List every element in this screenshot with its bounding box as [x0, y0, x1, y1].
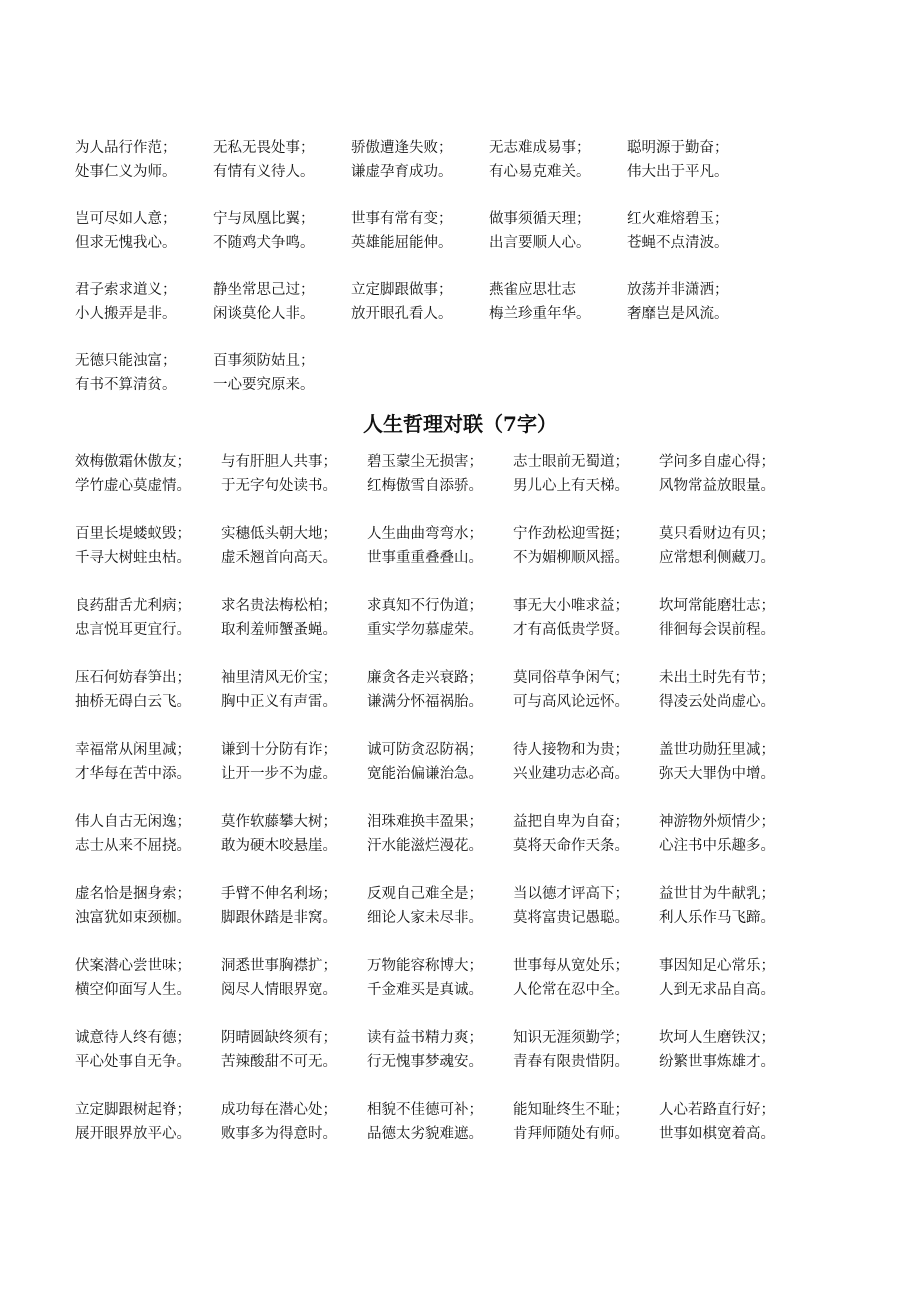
couplet [659, 1026, 805, 1098]
couplet-lower-line: 但求无愧我心。 [75, 235, 177, 251]
couplet-lower-line: 行无愧事梦魂安。 [367, 1054, 483, 1070]
couplet-upper-line: 洞悉世事胸襟扩； [221, 958, 337, 974]
couplet-lower-line: 人到无求品自高。 [659, 982, 775, 998]
couplet-lower-line: 虚禾翘首向高天。 [221, 550, 337, 566]
couplet [659, 810, 805, 882]
couplet [659, 882, 805, 954]
couplet [75, 207, 213, 278]
couplet [513, 522, 659, 594]
couplet [659, 594, 805, 666]
couplet-lower-line: 敢为硬木咬悬崖。 [221, 838, 337, 854]
couplet-upper-line: 无德只能浊富； [75, 353, 177, 369]
couplet-upper-line: 岂可尽如人意； [75, 211, 177, 227]
couplet [513, 1098, 659, 1170]
couplet-lower-line: 世事重重叠叠山。 [367, 550, 483, 566]
couplet-upper-line: 坎坷人生磨铁汉； [659, 1030, 775, 1046]
couplet-upper-line: 无私无畏处事； [213, 140, 315, 156]
couplet-upper-line: 当以德才评高下； [513, 886, 629, 902]
couplet-upper-line: 骄傲遭逢失败； [351, 140, 453, 156]
couplet-lower-line: 小人搬弄是非。 [75, 306, 177, 322]
couplet-lower-line: 伟大出于平凡。 [627, 164, 729, 180]
couplet-upper-line: 益世甘为牛献乳； [659, 886, 775, 902]
couplet [513, 666, 659, 738]
couplet-upper-line: 求名贵法梅松柏； [221, 598, 337, 614]
couplet-lower-line: 苦辣酸甜不可无。 [221, 1054, 337, 1070]
couplet [221, 666, 367, 738]
couplet-upper-line: 静坐常思己过； [213, 282, 315, 298]
couplet-row [75, 1026, 835, 1098]
couplet-lower-line: 才有高低贵学贤。 [513, 622, 629, 638]
couplet [367, 1026, 513, 1098]
couplet [367, 810, 513, 882]
couplet [75, 1098, 221, 1170]
couplet-upper-line: 燕雀应思壮志 [489, 282, 576, 298]
couplet-lower-line: 不为媚柳顺风摇。 [513, 550, 629, 566]
couplet-lower-line: 奢靡岂是风流。 [627, 306, 729, 322]
couplet-lower-line: 放开眼孔看人。 [351, 306, 453, 322]
couplet-upper-line: 成功每在潜心处； [221, 1102, 337, 1118]
couplet [367, 882, 513, 954]
couplet-lower-line: 利人乐作马飞蹄。 [659, 910, 775, 926]
couplet [659, 738, 805, 810]
couplet [221, 882, 367, 954]
couplet-row [75, 882, 835, 954]
couplet-upper-line: 知识无涯须勤学； [513, 1030, 629, 1046]
couplet-lower-line: 梅兰珍重年华。 [489, 306, 591, 322]
couplet [221, 738, 367, 810]
couplet-lower-line: 让开一步不为虚。 [221, 766, 337, 782]
couplet-lower-line: 阅尽人情眼界宽。 [221, 982, 337, 998]
couplet [513, 882, 659, 954]
couplet-lower-line: 千金难买是真诚。 [367, 982, 483, 998]
couplet-row [75, 666, 835, 738]
couplet-upper-line: 反观自己难全是； [367, 886, 483, 902]
couplet-upper-line: 待人接物和为贵； [513, 742, 629, 758]
couplet-upper-line: 人生曲曲弯弯水； [367, 526, 483, 542]
couplet [513, 1026, 659, 1098]
couplet-upper-line: 世事有常有变； [351, 211, 453, 227]
couplet [659, 666, 805, 738]
couplet [75, 522, 221, 594]
couplet [75, 594, 221, 666]
couplet [213, 278, 351, 349]
couplet [513, 954, 659, 1026]
couplet [351, 136, 489, 207]
couplet-upper-line: 伏案潜心尝世味； [75, 958, 191, 974]
couplet-lower-line: 胸中正义有声雷。 [221, 694, 337, 710]
couplet-upper-line: 志士眼前无蜀道； [513, 454, 629, 470]
couplet-lower-line: 取利羞师蟹蚤蝇。 [221, 622, 337, 638]
couplet [367, 738, 513, 810]
couplet [627, 278, 765, 349]
couplet [627, 136, 765, 207]
couplet-lower-line: 才华每在苦中添。 [75, 766, 191, 782]
couplet-upper-line: 莫作软藤攀大树； [221, 814, 337, 830]
couplet-upper-line: 放荡并非潇洒； [627, 282, 729, 298]
couplet-lower-line: 不随鸡犬争鸣。 [213, 235, 315, 251]
couplet-lower-line: 重实学勿慕虚荣。 [367, 622, 483, 638]
couplet-lower-line: 细论人家未尽非。 [367, 910, 483, 926]
couplet-lower-line: 苍蝇不点清波。 [627, 235, 729, 251]
couplet-upper-line: 宁与凤凰比翼； [213, 211, 315, 227]
couplet-lower-line: 出言要顺人心。 [489, 235, 591, 251]
couplet-row [75, 450, 835, 522]
couplet-upper-line: 人心若路直行好； [659, 1102, 775, 1118]
couplet-upper-line: 效梅傲霜休傲友； [75, 454, 191, 470]
couplet-upper-line: 相貌不佳德可补； [367, 1102, 483, 1118]
couplet-upper-line: 宁作劲松迎雪挺； [513, 526, 629, 542]
couplet-row [75, 278, 795, 349]
couplet [75, 450, 221, 522]
couplet-lower-line: 一心要究原来。 [213, 377, 315, 393]
couplet-upper-line: 世事每从宽处乐； [513, 958, 629, 974]
couplet [659, 522, 805, 594]
couplet [513, 450, 659, 522]
couplet [513, 738, 659, 810]
couplet-row [75, 810, 835, 882]
couplet-lower-line: 脚跟休踏是非窝。 [221, 910, 337, 926]
couplet-lower-line: 处事仁义为师。 [75, 164, 177, 180]
couplet [367, 954, 513, 1026]
couplet-lower-line: 展开眼界放平心。 [75, 1126, 191, 1142]
couplet-lower-line: 平心处事自无争。 [75, 1054, 191, 1070]
couplet [659, 1098, 805, 1170]
couplet [513, 810, 659, 882]
couplet-lower-line: 败事多为得意时。 [221, 1126, 337, 1142]
couplet-upper-line: 万物能容称博大； [367, 958, 483, 974]
couplet-upper-line: 盖世功勋狂里减； [659, 742, 775, 758]
couplet-row [75, 522, 835, 594]
couplet-lower-line: 青春有限贵惜阴。 [513, 1054, 629, 1070]
couplet-upper-line: 君子索求道义； [75, 282, 177, 298]
couplet-upper-line: 手臂不伸名利场； [221, 886, 337, 902]
couplet-lower-line: 英雄能屈能伸。 [351, 235, 453, 251]
couplet [75, 278, 213, 349]
couplet-upper-line: 实穗低头朝大地； [221, 526, 337, 542]
couplet [75, 666, 221, 738]
couplet-upper-line: 莫只看财边有贝； [659, 526, 775, 542]
couplet [367, 1098, 513, 1170]
couplet-upper-line: 未出土时先有节； [659, 670, 775, 686]
couplet-upper-line: 压石何妨春笋出； [75, 670, 191, 686]
couplet-lower-line: 莫将天命作天条。 [513, 838, 629, 854]
couplet [75, 810, 221, 882]
couplet-upper-line: 袖里清风无价宝； [221, 670, 337, 686]
couplet [367, 522, 513, 594]
couplet-upper-line: 谦到十分防有诈； [221, 742, 337, 758]
couplet-lower-line: 千寻大树蛀虫枯。 [75, 550, 191, 566]
couplet-lower-line: 忠言悦耳更宜行。 [75, 622, 191, 638]
couplet-upper-line: 廉贪各走兴衰路； [367, 670, 483, 686]
couplet [75, 882, 221, 954]
couplet [221, 810, 367, 882]
couplet-upper-line: 事因知足心常乐； [659, 958, 775, 974]
couplet-lower-line: 徘徊每会误前程。 [659, 622, 775, 638]
couplet [627, 207, 765, 278]
couplet-upper-line: 与有肝胆人共事； [221, 454, 337, 470]
couplet-lower-line: 汗水能滋烂漫花。 [367, 838, 483, 854]
couplet-lower-line: 莫将富贵记愚聪。 [513, 910, 629, 926]
couplet-lower-line: 浊富犹如束颈枷。 [75, 910, 191, 926]
couplet [221, 450, 367, 522]
couplet-upper-line: 阴晴圆缺终须有； [221, 1030, 337, 1046]
couplet-lower-line: 于无字句处读书。 [221, 478, 337, 494]
couplet-upper-line: 为人品行作范； [75, 140, 177, 156]
couplet [489, 136, 627, 207]
couplet-lower-line: 得凌云处尚虚心。 [659, 694, 775, 710]
couplet [221, 1026, 367, 1098]
couplet-row [75, 738, 835, 810]
couplet-upper-line: 虚名恰是捆身索； [75, 886, 191, 902]
couplet-upper-line: 百里长堤蝼蚁毁； [75, 526, 191, 542]
couplet-lower-line: 应常想利侧藏刀。 [659, 550, 775, 566]
couplet-lower-line: 抽桥无碍白云飞。 [75, 694, 191, 710]
couplet-lower-line: 横空仰面写人生。 [75, 982, 191, 998]
couplet [367, 450, 513, 522]
couplet-upper-line: 求真知不行伪道； [367, 598, 483, 614]
couplet-lower-line: 有心易克难关。 [489, 164, 591, 180]
couplet-lower-line: 学竹虚心莫虚情。 [75, 478, 191, 494]
couplet [221, 1098, 367, 1170]
couplet-lower-line: 闲谈莫伦人非。 [213, 306, 315, 322]
couplet-upper-line: 泪珠难换丰盈果； [367, 814, 483, 830]
couplet [213, 136, 351, 207]
couplet-upper-line: 碧玉蒙尘无损害； [367, 454, 483, 470]
couplet-lower-line: 兴业建功志必高。 [513, 766, 629, 782]
couplet [367, 594, 513, 666]
couplet-upper-line: 诚可防贪忍防祸； [367, 742, 483, 758]
couplet-row [75, 136, 795, 207]
couplet [213, 207, 351, 278]
couplet-lower-line: 弥天大罪伪中增。 [659, 766, 775, 782]
couplet-lower-line: 红梅傲雪自添骄。 [367, 478, 483, 494]
couplet-upper-line: 聪明源于勤奋； [627, 140, 729, 156]
couplet-upper-line: 学问多自虚心得； [659, 454, 775, 470]
couplet-lower-line: 宽能治偏谦治急。 [367, 766, 483, 782]
couplet [659, 954, 805, 1026]
couplet-upper-line: 诚意待人终有德； [75, 1030, 191, 1046]
couplet [367, 666, 513, 738]
couplet-lower-line: 纷繁世事炼雄才。 [659, 1054, 775, 1070]
couplet-row [75, 954, 835, 1026]
couplet-lower-line: 肯拜师随处有师。 [513, 1126, 629, 1142]
couplet-row [75, 207, 795, 278]
couplet-upper-line: 红火难熔碧玉； [627, 211, 729, 227]
couplet-row [75, 1098, 835, 1170]
couplet-row [75, 594, 835, 666]
couplet-upper-line: 能知耻终生不耻； [513, 1102, 629, 1118]
couplet-lower-line: 谦虚孕育成功。 [351, 164, 453, 180]
couplet [75, 738, 221, 810]
couplet-upper-line: 立定脚跟做事； [351, 282, 453, 298]
couplet-upper-line: 百事须防姑且； [213, 353, 315, 369]
couplet-upper-line: 幸福常从闲里减； [75, 742, 191, 758]
couplet-upper-line: 益把自卑为自奋； [513, 814, 629, 830]
couplet-upper-line: 做事须循天理； [489, 211, 591, 227]
couplet-upper-line: 事无大小唯求益； [513, 598, 629, 614]
couplet-upper-line: 无志难成易事； [489, 140, 591, 156]
couplet-lower-line: 心注书中乐趣多。 [659, 838, 775, 854]
couplet-lower-line: 有情有义待人。 [213, 164, 315, 180]
couplet-upper-line: 读有益书精力爽； [367, 1030, 483, 1046]
couplet-lower-line: 世事如棋宽着高。 [659, 1126, 775, 1142]
couplet-lower-line: 风物常益放眼量。 [659, 478, 775, 494]
couplets-5-char [75, 136, 795, 420]
couplet [351, 278, 489, 349]
couplet [351, 207, 489, 278]
couplet-upper-line: 神游物外烦情少； [659, 814, 775, 830]
couplets-7-char [75, 450, 835, 1170]
couplet [75, 136, 213, 207]
couplet-lower-line: 可与高风论远怀。 [513, 694, 629, 710]
couplet-lower-line: 谦满分怀福祸胎。 [367, 694, 483, 710]
couplet-upper-line: 伟人自古无闲逸； [75, 814, 191, 830]
couplet [221, 594, 367, 666]
couplet-upper-line: 莫同俗草争闲气； [513, 670, 629, 686]
couplet-upper-line: 良药甜舌尤利病； [75, 598, 191, 614]
section-title: 人生哲理对联（7字） [363, 412, 557, 436]
couplet [75, 954, 221, 1026]
couplet [489, 278, 627, 349]
couplet-lower-line: 有书不算清贫。 [75, 377, 177, 393]
couplet [659, 450, 805, 522]
couplet-upper-line: 立定脚跟树起脊； [75, 1102, 191, 1118]
couplet-lower-line: 人伦常在忍中全。 [513, 982, 629, 998]
couplet [489, 207, 627, 278]
couplet-lower-line: 男儿心上有天梯。 [513, 478, 629, 494]
couplet [221, 954, 367, 1026]
couplet [513, 594, 659, 666]
couplet-lower-line: 志士从来不屈挠。 [75, 838, 191, 854]
couplet-upper-line: 坎坷常能磨壮志； [659, 598, 775, 614]
couplet [221, 522, 367, 594]
couplet [75, 1026, 221, 1098]
couplet-lower-line: 品德太劣貌难遮。 [367, 1126, 483, 1142]
